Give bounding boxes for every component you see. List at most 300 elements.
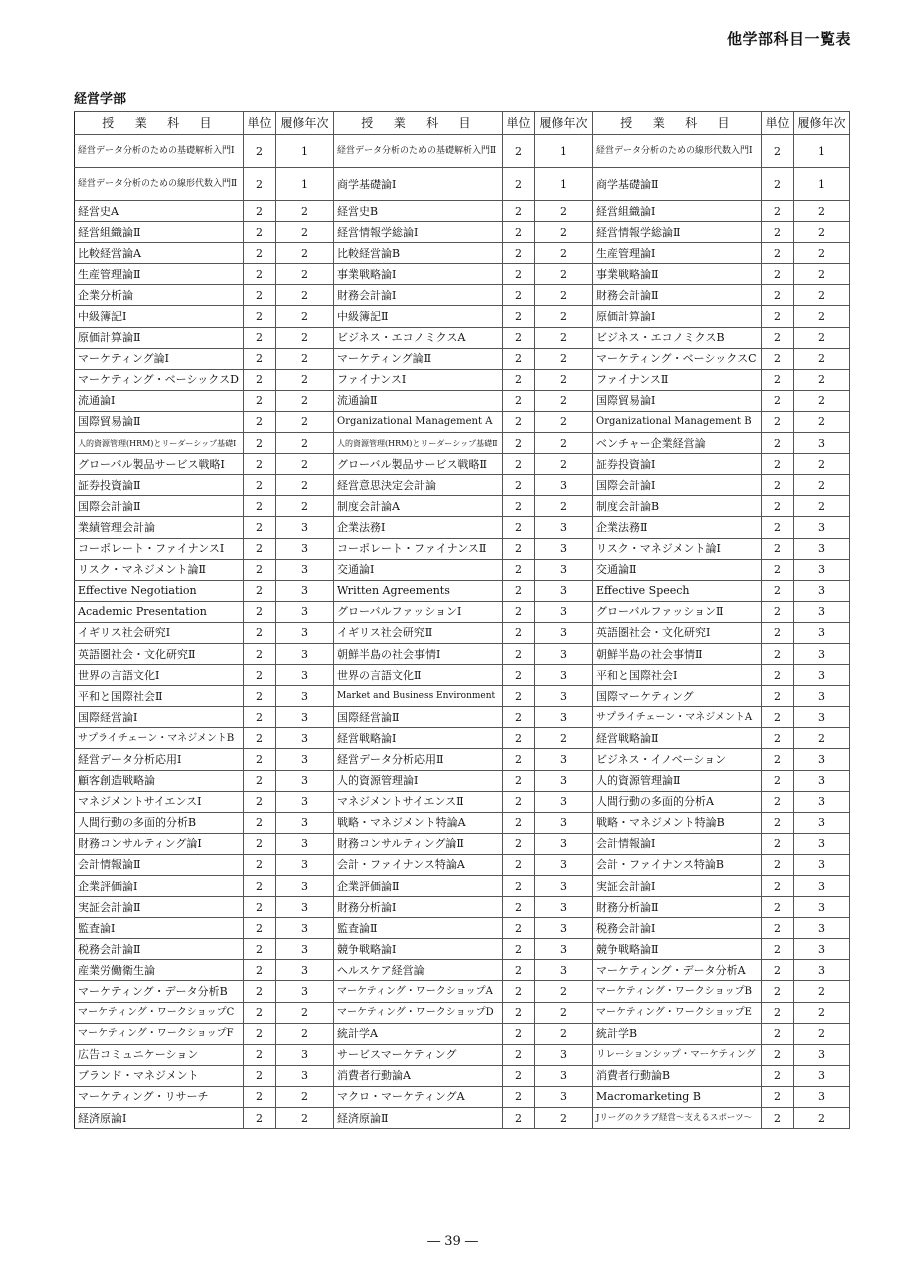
credits-cell: 2 <box>244 686 276 707</box>
course-name-cell: ファイナンスⅡ <box>593 369 762 390</box>
credits-cell: 2 <box>762 243 794 264</box>
course-name-cell: 事業戦略論Ⅱ <box>593 264 762 285</box>
year-cell: 2 <box>535 411 593 432</box>
year-cell: 2 <box>276 1108 334 1129</box>
course-name-cell: Effective Negotiation <box>75 580 244 601</box>
year-cell: 3 <box>276 643 334 664</box>
credits-cell: 2 <box>244 918 276 939</box>
course-name-cell: Effective Speech <box>593 580 762 601</box>
credits-cell: 2 <box>244 728 276 749</box>
year-cell: 2 <box>535 454 593 475</box>
credits-cell: 2 <box>503 876 535 897</box>
credits-cell: 2 <box>503 707 535 728</box>
course-name-cell: 経営データ分析のための基礎解析入門Ⅱ <box>334 135 503 168</box>
course-name-cell: サービスマーケティング <box>334 1044 503 1065</box>
course-name-cell: 国際会計論Ⅰ <box>593 475 762 496</box>
credits-cell: 2 <box>762 812 794 833</box>
course-name-cell: リスク・マネジメント論Ⅱ <box>75 559 244 580</box>
course-name-cell: Market and Business Environment <box>334 686 503 707</box>
table-row <box>75 306 850 327</box>
header-year: 履修年次 <box>535 112 593 135</box>
credits-cell: 2 <box>762 665 794 686</box>
credits-cell: 2 <box>762 1044 794 1065</box>
year-cell: 2 <box>276 369 334 390</box>
year-cell: 3 <box>535 1065 593 1086</box>
course-table <box>74 111 850 1129</box>
year-cell: 2 <box>276 454 334 475</box>
table-row <box>75 1044 850 1065</box>
year-cell: 3 <box>794 538 850 559</box>
course-name-cell: マーケティング・ベーシックスC <box>593 348 762 369</box>
table-row <box>75 791 850 812</box>
table-row <box>75 939 850 960</box>
year-cell: 3 <box>794 559 850 580</box>
course-name-cell: マーケティング・ワークショップA <box>334 981 503 1002</box>
year-cell: 2 <box>276 243 334 264</box>
year-cell: 3 <box>535 918 593 939</box>
table-row <box>75 770 850 791</box>
year-cell: 2 <box>794 327 850 348</box>
year-cell: 2 <box>276 1023 334 1044</box>
table-row <box>75 728 850 749</box>
course-name-cell: Jリーグのクラブ経営〜支えるスポーツ〜 <box>593 1108 762 1129</box>
year-cell: 3 <box>276 854 334 875</box>
credits-cell: 2 <box>244 939 276 960</box>
year-cell: 2 <box>794 348 850 369</box>
course-name-cell: 証券投資論Ⅰ <box>593 454 762 475</box>
course-name-cell: 国際経営論Ⅱ <box>334 707 503 728</box>
year-cell: 2 <box>535 348 593 369</box>
course-name-cell: 企業分析論 <box>75 285 244 306</box>
year-cell: 2 <box>535 306 593 327</box>
credits-cell: 2 <box>244 770 276 791</box>
credits-cell: 2 <box>762 168 794 201</box>
course-name-cell: 国際貿易論Ⅰ <box>593 390 762 411</box>
year-cell: 3 <box>794 897 850 918</box>
year-cell: 2 <box>794 496 850 517</box>
table-row <box>75 264 850 285</box>
year-cell: 2 <box>276 264 334 285</box>
header-credits: 単位 <box>762 112 794 135</box>
year-cell: 2 <box>794 369 850 390</box>
course-name-cell: 平和と国際社会Ⅰ <box>593 665 762 686</box>
year-cell: 3 <box>535 960 593 981</box>
year-cell: 1 <box>276 135 334 168</box>
course-name-cell: ビジネス・エコノミクスB <box>593 327 762 348</box>
credits-cell: 2 <box>244 665 276 686</box>
credits-cell: 2 <box>244 348 276 369</box>
year-cell: 2 <box>276 496 334 517</box>
table-row <box>75 601 850 622</box>
year-cell: 3 <box>794 1044 850 1065</box>
year-cell: 1 <box>794 168 850 201</box>
credits-cell: 2 <box>244 707 276 728</box>
credits-cell: 2 <box>244 749 276 770</box>
credits-cell: 2 <box>503 348 535 369</box>
table-row <box>75 833 850 854</box>
course-name-cell: マクロ・マーケティングA <box>334 1086 503 1107</box>
credits-cell: 2 <box>503 1023 535 1044</box>
course-name-cell: 競争戦略論Ⅱ <box>593 939 762 960</box>
course-name-cell: サプライチェーン・マネジメントB <box>75 728 244 749</box>
credits-cell: 2 <box>762 1065 794 1086</box>
year-cell: 2 <box>794 306 850 327</box>
credits-cell: 2 <box>762 433 794 454</box>
year-cell: 2 <box>276 348 334 369</box>
year-cell: 3 <box>535 939 593 960</box>
credits-cell: 2 <box>503 770 535 791</box>
course-name-cell: 経営組織論Ⅱ <box>75 222 244 243</box>
year-cell: 3 <box>535 833 593 854</box>
credits-cell: 2 <box>503 369 535 390</box>
course-name-cell: Organizational Management A <box>334 411 503 432</box>
course-name-cell: 国際マーケティング <box>593 686 762 707</box>
year-cell: 2 <box>794 728 850 749</box>
course-name-cell: 戦略・マネジメント特論A <box>334 812 503 833</box>
course-name-cell: 経済原論Ⅰ <box>75 1108 244 1129</box>
table-row <box>75 876 850 897</box>
course-name-cell: ベンチャー企業経営論 <box>593 433 762 454</box>
year-cell: 2 <box>794 1002 850 1023</box>
credits-cell: 2 <box>503 559 535 580</box>
course-name-cell: リレーションシップ・マーケティング <box>593 1044 762 1065</box>
credits-cell: 2 <box>762 475 794 496</box>
course-name-cell: 制度会計論B <box>593 496 762 517</box>
credits-cell: 2 <box>762 580 794 601</box>
year-cell: 2 <box>794 201 850 222</box>
year-cell: 2 <box>535 327 593 348</box>
course-name-cell: 税務会計論Ⅰ <box>593 918 762 939</box>
credits-cell: 2 <box>762 876 794 897</box>
course-name-cell: 企業評価論Ⅰ <box>75 876 244 897</box>
course-name-cell: 戦略・マネジメント特論B <box>593 812 762 833</box>
course-name-cell: 英語圏社会・文化研究Ⅱ <box>75 643 244 664</box>
course-name-cell: グローバル製品サービス戦略Ⅰ <box>75 454 244 475</box>
credits-cell: 2 <box>244 1065 276 1086</box>
year-cell: 3 <box>535 643 593 664</box>
year-cell: 2 <box>276 411 334 432</box>
course-name-cell: 財務会計論Ⅱ <box>593 285 762 306</box>
year-cell: 3 <box>535 791 593 812</box>
credits-cell: 2 <box>503 749 535 770</box>
credits-cell: 2 <box>503 728 535 749</box>
year-cell: 2 <box>794 222 850 243</box>
table-row <box>75 369 850 390</box>
course-name-cell: 人的資源管理(HRM)とリーダーシップ基礎Ⅱ <box>334 433 503 454</box>
credits-cell: 2 <box>244 306 276 327</box>
year-cell: 3 <box>276 770 334 791</box>
credits-cell: 2 <box>762 622 794 643</box>
table-row <box>75 201 850 222</box>
course-name-cell: 人的資源管理(HRM)とリーダーシップ基礎Ⅰ <box>75 433 244 454</box>
credits-cell: 2 <box>762 1002 794 1023</box>
credits-cell: 2 <box>762 201 794 222</box>
course-name-cell: リスク・マネジメント論Ⅰ <box>593 538 762 559</box>
year-cell: 2 <box>535 728 593 749</box>
year-cell: 3 <box>794 939 850 960</box>
table-row <box>75 622 850 643</box>
course-name-cell: 財務コンサルティング論Ⅱ <box>334 833 503 854</box>
year-cell: 2 <box>535 390 593 411</box>
course-name-cell: 実証会計論Ⅰ <box>593 876 762 897</box>
table-row <box>75 981 850 1002</box>
year-cell: 3 <box>535 665 593 686</box>
credits-cell: 2 <box>762 791 794 812</box>
course-name-cell: 人的資源管理論Ⅰ <box>334 770 503 791</box>
year-cell: 3 <box>794 812 850 833</box>
credits-cell: 2 <box>503 833 535 854</box>
year-cell: 3 <box>794 918 850 939</box>
header-course-name: 授 業 科 目 <box>593 112 762 135</box>
course-name-cell: 経営戦略論Ⅰ <box>334 728 503 749</box>
year-cell: 3 <box>794 433 850 454</box>
course-name-cell: マネジメントサイエンスⅠ <box>75 791 244 812</box>
course-name-cell: 企業法務Ⅰ <box>334 517 503 538</box>
credits-cell: 2 <box>503 264 535 285</box>
credits-cell: 2 <box>503 812 535 833</box>
course-name-cell: 財務会計論Ⅰ <box>334 285 503 306</box>
table-row <box>75 854 850 875</box>
course-name-cell: 人間行動の多面的分析A <box>593 791 762 812</box>
credits-cell: 2 <box>244 854 276 875</box>
course-name-cell: 証券投資論Ⅱ <box>75 475 244 496</box>
year-cell: 2 <box>535 369 593 390</box>
credits-cell: 2 <box>244 475 276 496</box>
course-name-cell: 経営情報学総論Ⅱ <box>593 222 762 243</box>
year-cell: 3 <box>535 538 593 559</box>
year-cell: 1 <box>276 168 334 201</box>
credits-cell: 2 <box>762 918 794 939</box>
credits-cell: 2 <box>503 686 535 707</box>
year-cell: 2 <box>535 243 593 264</box>
course-name-cell: 生産管理論Ⅰ <box>593 243 762 264</box>
table-row <box>75 348 850 369</box>
credits-cell: 2 <box>503 517 535 538</box>
year-cell: 2 <box>535 1108 593 1129</box>
course-name-cell: 経営意思決定会計論 <box>334 475 503 496</box>
course-name-cell: サプライチェーン・マネジメントA <box>593 707 762 728</box>
year-cell: 3 <box>276 517 334 538</box>
course-name-cell: グローバルファッションⅠ <box>334 601 503 622</box>
credits-cell: 2 <box>503 601 535 622</box>
credits-cell: 2 <box>503 496 535 517</box>
year-cell: 2 <box>794 243 850 264</box>
credits-cell: 2 <box>503 1044 535 1065</box>
table-row <box>75 285 850 306</box>
year-cell: 2 <box>276 433 334 454</box>
credits-cell: 2 <box>244 960 276 981</box>
year-cell: 3 <box>535 1044 593 1065</box>
year-cell: 3 <box>794 665 850 686</box>
credits-cell: 2 <box>762 1086 794 1107</box>
header-course-name: 授 業 科 目 <box>75 112 244 135</box>
credits-cell: 2 <box>244 201 276 222</box>
course-name-cell: 朝鮮半島の社会事情Ⅱ <box>593 643 762 664</box>
credits-cell: 2 <box>503 327 535 348</box>
table-row <box>75 517 850 538</box>
course-name-cell: イギリス社会研究Ⅱ <box>334 622 503 643</box>
credits-cell: 2 <box>244 411 276 432</box>
year-cell: 2 <box>276 306 334 327</box>
credits-cell: 2 <box>503 580 535 601</box>
header-course-name: 授 業 科 目 <box>334 112 503 135</box>
year-cell: 2 <box>535 981 593 1002</box>
credits-cell: 2 <box>503 643 535 664</box>
year-cell: 2 <box>794 411 850 432</box>
course-name-cell: マーケティング・ワークショップC <box>75 1002 244 1023</box>
credits-cell: 2 <box>503 285 535 306</box>
course-name-cell: コーポレート・ファイナンスⅡ <box>334 538 503 559</box>
course-name-cell: 実証会計論Ⅱ <box>75 897 244 918</box>
course-name-cell: 比較経営論A <box>75 243 244 264</box>
year-cell: 2 <box>794 454 850 475</box>
credits-cell: 2 <box>503 665 535 686</box>
year-cell: 3 <box>794 833 850 854</box>
course-name-cell: 朝鮮半島の社会事情Ⅰ <box>334 643 503 664</box>
header-year: 履修年次 <box>794 112 850 135</box>
year-cell: 3 <box>276 897 334 918</box>
course-name-cell: 財務分析論Ⅰ <box>334 897 503 918</box>
year-cell: 3 <box>535 749 593 770</box>
credits-cell: 2 <box>244 559 276 580</box>
credits-cell: 2 <box>762 222 794 243</box>
year-cell: 3 <box>276 707 334 728</box>
year-cell: 3 <box>276 665 334 686</box>
year-cell: 3 <box>276 876 334 897</box>
course-name-cell: 平和と国際社会Ⅱ <box>75 686 244 707</box>
credits-cell: 2 <box>244 243 276 264</box>
credits-cell: 2 <box>503 306 535 327</box>
course-name-cell: 会計情報論Ⅰ <box>593 833 762 854</box>
year-cell: 3 <box>794 960 850 981</box>
year-cell: 3 <box>276 1044 334 1065</box>
year-cell: 3 <box>535 707 593 728</box>
year-cell: 3 <box>535 559 593 580</box>
credits-cell: 2 <box>244 622 276 643</box>
credits-cell: 2 <box>244 168 276 201</box>
course-name-cell: マーケティング・データ分析B <box>75 981 244 1002</box>
course-name-cell: グローバル製品サービス戦略Ⅱ <box>334 454 503 475</box>
course-name-cell: 経営情報学総論Ⅰ <box>334 222 503 243</box>
table-row <box>75 243 850 264</box>
credits-cell: 2 <box>762 517 794 538</box>
course-name-cell: 中級簿記Ⅰ <box>75 306 244 327</box>
credits-cell: 2 <box>762 1108 794 1129</box>
credits-cell: 2 <box>503 243 535 264</box>
course-name-cell: グローバルファッションⅡ <box>593 601 762 622</box>
year-cell: 2 <box>794 475 850 496</box>
credits-cell: 2 <box>244 369 276 390</box>
course-name-cell: 経営史B <box>334 201 503 222</box>
credits-cell: 2 <box>244 1002 276 1023</box>
credits-cell: 2 <box>762 643 794 664</box>
credits-cell: 2 <box>503 791 535 812</box>
course-name-cell: 消費者行動論A <box>334 1065 503 1086</box>
table-row <box>75 538 850 559</box>
course-table-body <box>75 135 850 1129</box>
table-row <box>75 1108 850 1129</box>
course-name-cell: 競争戦略論Ⅰ <box>334 939 503 960</box>
course-name-cell: 交通論Ⅰ <box>334 559 503 580</box>
table-row <box>75 1086 850 1107</box>
credits-cell: 2 <box>503 475 535 496</box>
credits-cell: 2 <box>762 327 794 348</box>
credits-cell: 2 <box>762 306 794 327</box>
year-cell: 3 <box>276 1065 334 1086</box>
year-cell: 3 <box>535 517 593 538</box>
credits-cell: 2 <box>244 222 276 243</box>
year-cell: 2 <box>535 496 593 517</box>
credits-cell: 2 <box>244 135 276 168</box>
credits-cell: 2 <box>762 538 794 559</box>
credits-cell: 2 <box>503 939 535 960</box>
table-row <box>75 411 850 432</box>
year-cell: 3 <box>276 960 334 981</box>
year-cell: 2 <box>276 327 334 348</box>
year-cell: 2 <box>535 285 593 306</box>
course-name-cell: 流通論Ⅱ <box>334 390 503 411</box>
course-name-cell: 統計学B <box>593 1023 762 1044</box>
page-number: ― 39 ― <box>427 1234 478 1249</box>
course-name-cell: 英語圏社会・文化研究Ⅰ <box>593 622 762 643</box>
course-name-cell: 産業労働衛生論 <box>75 960 244 981</box>
credits-cell: 2 <box>762 939 794 960</box>
course-name-cell: ビジネス・エコノミクスA <box>334 327 503 348</box>
credits-cell: 2 <box>762 285 794 306</box>
course-name-cell: 原価計算論Ⅱ <box>75 327 244 348</box>
credits-cell: 2 <box>503 918 535 939</box>
year-cell: 3 <box>794 876 850 897</box>
course-name-cell: 経営戦略論Ⅱ <box>593 728 762 749</box>
course-name-cell: 経営データ分析応用Ⅱ <box>334 749 503 770</box>
credits-cell: 2 <box>762 348 794 369</box>
table-row <box>75 686 850 707</box>
course-name-cell: 顧客創造戦略論 <box>75 770 244 791</box>
course-name-cell: 交通論Ⅱ <box>593 559 762 580</box>
course-name-cell: 国際会計論Ⅱ <box>75 496 244 517</box>
year-cell: 3 <box>276 538 334 559</box>
year-cell: 1 <box>535 168 593 201</box>
course-name-cell: 会計情報論Ⅱ <box>75 854 244 875</box>
year-cell: 3 <box>276 833 334 854</box>
credits-cell: 2 <box>244 1108 276 1129</box>
credits-cell: 2 <box>244 1023 276 1044</box>
year-cell: 3 <box>276 728 334 749</box>
course-name-cell: 経営組織論Ⅰ <box>593 201 762 222</box>
credits-cell: 2 <box>762 411 794 432</box>
credits-cell: 2 <box>503 960 535 981</box>
course-name-cell: マーケティング・データ分析A <box>593 960 762 981</box>
course-name-cell: マーケティング論Ⅰ <box>75 348 244 369</box>
course-name-cell: 業績管理会計論 <box>75 517 244 538</box>
course-name-cell: 原価計算論Ⅰ <box>593 306 762 327</box>
year-cell: 2 <box>276 475 334 496</box>
credits-cell: 2 <box>244 897 276 918</box>
table-row <box>75 390 850 411</box>
course-name-cell: 経営データ分析のための線形代数入門Ⅰ <box>593 135 762 168</box>
year-cell: 3 <box>276 939 334 960</box>
table-row <box>75 918 850 939</box>
credits-cell: 2 <box>503 390 535 411</box>
year-cell: 3 <box>276 918 334 939</box>
credits-cell: 2 <box>244 1044 276 1065</box>
year-cell: 3 <box>276 601 334 622</box>
table-row <box>75 559 850 580</box>
course-name-cell: ファイナンスⅠ <box>334 369 503 390</box>
table-row <box>75 1023 850 1044</box>
year-cell: 3 <box>794 791 850 812</box>
year-cell: 3 <box>794 580 850 601</box>
